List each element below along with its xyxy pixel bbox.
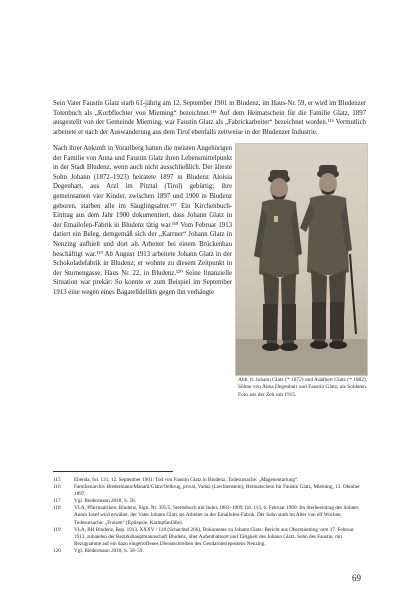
footnote-number: 115 <box>53 477 61 483</box>
footnote <box>53 484 366 498</box>
footnote-number: 119 <box>53 526 61 533</box>
footnote-text: Ebenda, fol. 131, 12. September 1901: Tod von Faustin Glatz in Bludenz, Todesursache: „Magenentartung“. <box>74 477 299 483</box>
footnote-text: VLA, Pfarrmatriken: Bludenz, Sign. Nr. 395/5: Sterbebuch mit Index 1883–1909, fol. 113, 6. Februar 1900: Im Sterbeeintrag des Sohnes Anton Josef wird erwähnt, der Vater Johann Glatz sei Arbeiter in der Emailofen-Fabrik. Der Sohn starb im Alter von elf Wochen, Todesursache: „Fraisen“ (Epilepsie, Krampfanfälle). <box>74 505 359 526</box>
intro-paragraph: Sein Vater Faustin Glatz starb 61-jährig am 12. September 1901 in Bludenz, im Haus-Nr. 59, er wird im Bludenzer Totenbuch als „Korbflechter von Mieming“ bezeichnet.¹¹⁵ Auf dem Heimatschein für die Familie Glatz, 1897 ausgestellt von der Gemeinde Mieming, war Faustin Glatz als „Fabrickarbeiter“ bezeichnet worden.¹¹⁶ Vermutlich arbeitete er nach der Auswanderung aus dem Tirol ebenfalls zeitweise in der Bludenzer Industrie. <box>53 100 366 136</box>
footnote-text: VLA, BH Bludenz, Rep. 1913, XXXV / 118 (Schachtel 266), Dokumente zu Johann Glatz: Bericht aus Obermieming vom 17. Februar 1913, zuhanden der Bezirkshauptmannschaft Bludenz, über Aufenthaltsort und Tätigkeit des Johann Glatz, Sohn des Faustin, mit Bezugnahme auf ein dazu eingetroffenes Dienstschreiben des Gendarmeriepostens Nenzing. <box>74 526 354 547</box>
soldiers-photograph <box>235 143 368 376</box>
footnote <box>53 505 366 526</box>
body-paragraph: Nach ihrer Ankunft in Vorarlberg hatten die meisten Angehörigen der Familie von Anna und Faustin Glatz ihren Lebensmittelpunkt in der Stadt Bludenz, wenn auch nicht ausschließlich. Der älteste Sohn Johann (1872–1923) heiratete 1897 in Bludenz Aloisia Degenhart, aus Arzl im Pitztal (Tirol) gebürtig; ihre gemeinsamen vier Kinder, zwischen 1897 und 1900 in Bludenz geboren, starben alle im Säuglingsalter.¹¹⁷ Ein Kirchenbuch-Eintrag aus dem Jahr 1900 dokumentiert, dass Johann Glatz in der Emailofen-Fabrik in Bludenz tätig war.¹¹⁸ Vom Februar 1913 datiert ein Beleg, demgemäß sich der „Karrner“ Johann Glatz in Nenzing aufhielt und dort als Arbeiter bei einem Brückenbau beschäftigt war.¹¹⁹ Ab August 1913 arbeitete Johann Glatz in der Schokoladefabrik in Bludenz; er wohnte zu diesem Zeitpunkt in der Sturnengasse, Haus Nr. 22, in Bludenz.¹²⁰ Seine finanzielle Situation war prekär: So konnte er zum Beispiel im September 1913 eine wegen eines Bagatelldelikts gegen ihn verhängte <box>53 145 232 296</box>
footnote <box>53 527 366 548</box>
page-number: 69 <box>352 573 361 583</box>
footnote-number: 116 <box>53 484 61 491</box>
footnote-text: Vgl. Biedermann 2018, S. 58. <box>74 498 136 505</box>
footnote-number: 117 <box>53 498 61 505</box>
footnote-number: 120 <box>53 547 61 554</box>
footnote-text: Familienarchiv Biedermann/Manahl/Glatz/Oelkrug, privat, Vaduz (Liechtenstein), Heimatschein für Faustin Glatz, Mieming, 13. Oktober 1897. <box>74 484 360 498</box>
footnote-number: 118 <box>53 505 61 512</box>
footnote <box>53 548 366 555</box>
footnote-text: Vgl. Biedermann 2018, S. 58–59. <box>74 547 144 554</box>
footnote-divider <box>53 471 173 472</box>
footnotes-section <box>53 477 366 555</box>
photo-illustration <box>236 144 367 375</box>
photo-caption: Abb. 6: Johann Glatz (* 1872) und Adalbert Glatz (* 1882), Söhne von Anna Degenhart und Faustin Glatz, als Soldaten. Foto aus der Zeit um 1915. <box>238 377 368 398</box>
